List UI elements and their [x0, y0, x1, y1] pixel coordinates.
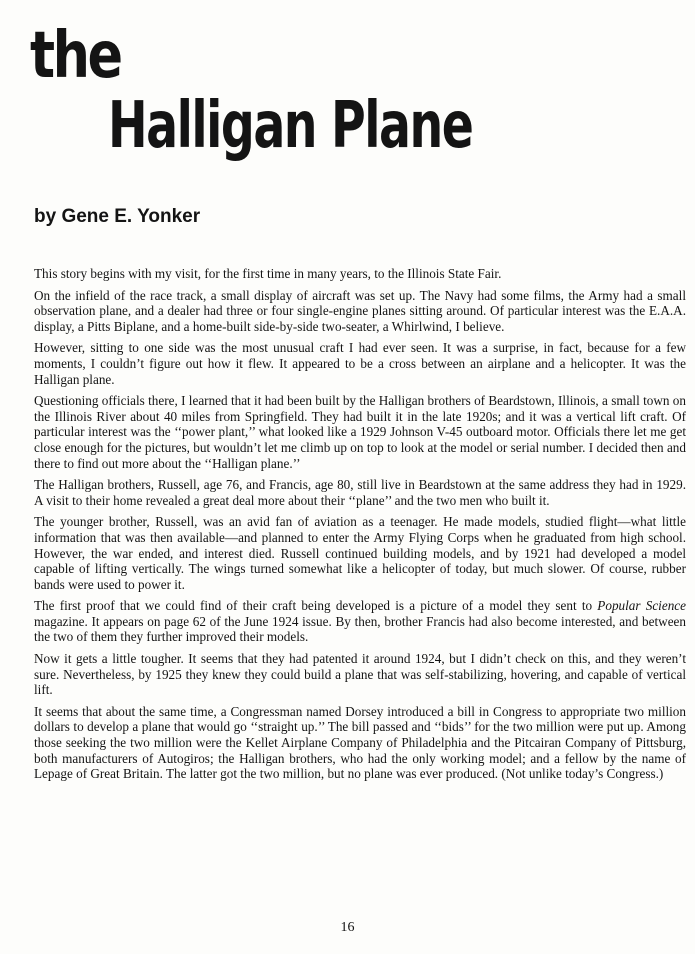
article-body [34, 266, 686, 788]
byline: by Gene E. Yonker [34, 206, 201, 227]
paragraph-9: It seems that about the same time, a Congressman named Dorsey introduced a bill in Congress to appropriate two million dollars to develop a plane that would go ‘‘straight up.’’ The bill passed and ‘‘bids’’ for the two million were put up. Among those seeking the two million were the Kellet Airplane Company of Philadelphia and the Pitcairan Company of Pittsburg, both manufacturers of Autogiros; the Halligan brothers, who had the only working model; and a fellow by the name of Lepage of Great Britain. The latter got the two million, but no plane was ever produced. (Not unlike today’s Congress.) [34, 703, 686, 782]
paragraph-8: Now it gets a little tougher. It seems that they had patented it around 1924, but I didn’t check on this, and they weren’t sure. Nevertheless, by 1925 they knew they could build a plane that was self-stabilizing, hovering, and capable of vertical lift. [34, 651, 686, 698]
title-line-halligan-plane: Halligan Plane [108, 89, 473, 163]
paragraph-5: The Halligan brothers, Russell, age 76, and Francis, age 80, still live in Beardstown at the same address they had in 1929. A visit to their home revealed a great deal more about their ‘‘plane’’ and the two men who built it. [34, 477, 686, 508]
paragraph-4: Questioning officials there, I learned that it had been built by the Halligan brothers of Beardstown, Illinois, a small town on the Illinois River about 40 miles from Springfield. They had built it in the late 1920s; and it was a vertical lift craft. Of particular interest was the ‘‘power plant,’’ what looked like a 1929 Johnson V-45 outboard motor. Officials there let me get close enough for the pictures, but wouldn’t let me climb up on top to look at the model or serial number. I decided then and there to find out more about the ‘‘Halligan plane.’’ [34, 393, 686, 471]
page-number: 16 [340, 920, 355, 935]
paragraph-7-start: The first proof that we could find of their craft being developed is a picture of a model they sent to [34, 598, 598, 614]
paragraph-6: The younger brother, Russell, was an avid fan of aviation as a teenager. He made models, studied flight—what little information that was then available—and planned to enter the Army Flying Corps when he graduated from high school. However, the war ended, and interest died. Russell continued building models, and by 1921 had developed a model capable of lifting vertically. The wings turned somewhat like a helicopter of today, but much slower. Of course, rubber bands were used to power it. [34, 514, 686, 592]
paragraph-1: This story begins with my visit, for the first time in many years, to the Illinois State Fair. [34, 266, 502, 281]
title-line-the: the [30, 19, 121, 93]
paragraph-3: However, sitting to one side was the most unusual craft I had ever seen. It was a surprise, in fact, because for a few moments, I couldn’t figure out how it flew. It appeared to be a cross between an airplane and a helicopter. It was the Halligan plane. [34, 340, 686, 387]
paragraph-7-end: magazine. It appears on page 62 of the June 1924 issue. By then, brother Francis had also become interested, and between the two of them they further improved their models. [34, 613, 686, 645]
paragraph-7 [34, 598, 686, 645]
magazine-title: Popular Science [597, 598, 686, 614]
paragraph-2: On the infield of the race track, a small display of aircraft was set up. The Navy had some films, the Army had a small observation plane, and a dealer had three or four single-engine planes sitting around. Of particular interest was the E.A.A. display, a Pitts Biplane, and a home-built side-by-side two-seater, a Whirlwind, I believe. [34, 287, 686, 334]
